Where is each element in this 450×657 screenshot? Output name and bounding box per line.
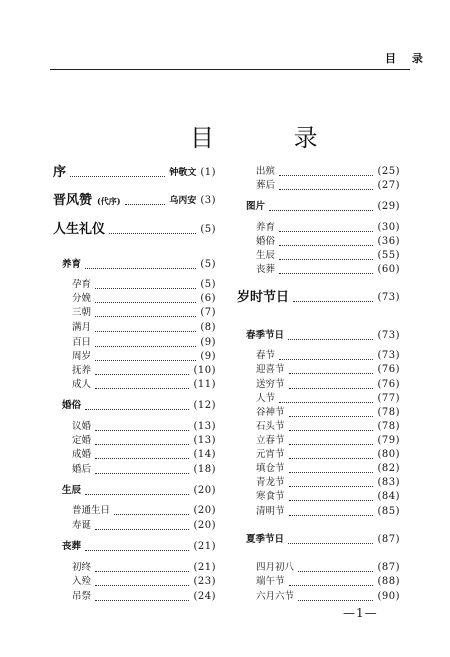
dot-leader: [279, 231, 373, 232]
dot-leader: [95, 473, 189, 474]
toc-entry-title: 元宵节: [256, 449, 285, 460]
toc-entry: [53, 398, 216, 414]
dot-leader: [95, 388, 189, 389]
toc-entry-page: (36): [377, 236, 400, 247]
toc-entry-title: 图片: [246, 201, 266, 212]
toc-entry: [237, 489, 400, 505]
toc-entry-page: (90): [377, 591, 400, 602]
toc-entry-title: 寒食节: [256, 491, 285, 502]
toc-entry-title: 婚后: [72, 464, 92, 475]
toc-entry-page: (21): [193, 541, 216, 552]
toc-entry: [237, 262, 400, 278]
toc-entry-title: 满月: [72, 322, 92, 333]
toc-entry-title: 初终: [72, 562, 92, 573]
toc-entry-title: 葬后: [256, 180, 276, 191]
toc-entry: [237, 290, 400, 306]
toc-entry-page: (12): [193, 400, 216, 411]
toc-entry-title: 石头节: [256, 421, 285, 432]
toc-entry-page: (10): [193, 365, 216, 376]
dot-leader: [95, 430, 189, 431]
dot-leader: [95, 331, 196, 332]
toc-entry-title: 春季节日: [246, 330, 285, 341]
dot-leader: [95, 316, 196, 317]
dot-leader: [95, 288, 196, 289]
toc-entry-page: (23): [193, 576, 216, 587]
toc-entry: [237, 574, 400, 590]
toc-entry: [53, 165, 216, 181]
toc-entry-page: (27): [377, 180, 400, 191]
toc-entry: [53, 222, 216, 238]
dot-leader: [288, 339, 373, 340]
toc-entry: [53, 574, 216, 590]
dot-leader: [289, 472, 374, 473]
toc-entry-title: 入殓: [72, 576, 92, 587]
toc-entry-title: 序: [53, 165, 67, 180]
toc-entry-page: (30): [377, 222, 400, 233]
dot-leader: [70, 176, 165, 177]
dot-leader: [279, 189, 373, 190]
dot-leader: [95, 302, 196, 303]
toc-entry-page: (55): [377, 250, 400, 261]
toc-entry-page: (80): [377, 449, 400, 460]
dot-leader: [279, 245, 373, 246]
dot-leader: [125, 204, 166, 205]
toc-entry-page: (87): [377, 534, 400, 545]
dot-leader: [95, 585, 189, 586]
dot-leader: [289, 515, 374, 516]
toc-entry: [53, 589, 216, 605]
toc-entry-title: 孕育: [72, 279, 92, 290]
toc-entry-page: (13): [193, 421, 216, 432]
toc-entry-page: (13): [193, 435, 216, 446]
dot-leader: [85, 494, 189, 495]
toc-entry-page: (20): [193, 485, 216, 496]
toc-entry-title: 定婚: [72, 435, 92, 446]
toc-entry-page: (29): [377, 201, 400, 212]
toc-entry-title: 吊祭: [72, 591, 92, 602]
dot-leader: [298, 571, 373, 572]
dot-leader: [289, 416, 374, 417]
dot-leader: [109, 233, 196, 234]
toc-entry-page: (60): [377, 264, 400, 275]
toc-entry-title: 迎喜节: [256, 364, 285, 375]
toc-entry-title: 六月六节: [256, 591, 295, 602]
dot-leader: [293, 301, 373, 302]
toc-entry-title: 送穷节: [256, 379, 285, 390]
toc-entry-title: 出殡: [256, 166, 276, 177]
dot-leader: [95, 600, 189, 601]
toc-entry-title: 百日: [72, 337, 92, 348]
toc-entry-page: (24): [193, 591, 216, 602]
toc-entry-title: 人生礼仪: [53, 222, 106, 237]
toc-entry-page: (87): [377, 562, 400, 573]
dot-leader: [289, 388, 374, 389]
toc-entry-title: 人节: [256, 393, 276, 404]
dot-leader: [288, 543, 373, 544]
toc-entry-page: (76): [377, 379, 400, 390]
toc-entry-page: (1): [200, 167, 216, 178]
toc-entry-page: (18): [193, 464, 216, 475]
dot-leader: [298, 600, 373, 601]
toc-entry: [53, 193, 216, 209]
toc-entry: [237, 328, 400, 344]
toc-entry-page: (7): [200, 307, 216, 318]
dot-leader: [289, 373, 374, 374]
toc-entry: [53, 447, 216, 463]
toc-entry: [237, 532, 400, 548]
dot-leader: [95, 346, 196, 347]
dot-leader: [85, 409, 189, 410]
toc-entry-title: 分娩: [72, 293, 92, 304]
dot-leader: [289, 458, 374, 459]
toc-entry: [53, 377, 216, 393]
toc-entry-page: (9): [200, 337, 216, 348]
toc-entry-title: 夏季节日: [246, 534, 285, 545]
toc-entry-page: (6): [200, 293, 216, 304]
dot-leader: [289, 430, 374, 431]
toc-entry-page: (5): [200, 279, 216, 290]
toc-entry-title: 晋风赞: [53, 193, 93, 208]
toc-entry-page: (8): [200, 322, 216, 333]
toc-entry-page: (73): [377, 330, 400, 341]
dot-leader: [279, 273, 373, 274]
toc-entry-page: (73): [377, 292, 400, 303]
dot-leader: [95, 374, 189, 375]
toc-entry-page: (3): [200, 195, 216, 206]
toc-entry: [237, 199, 400, 215]
dot-leader: [279, 359, 373, 360]
toc-entry: [53, 503, 216, 519]
dot-leader: [95, 360, 196, 361]
dot-leader: [95, 571, 189, 572]
toc-entry: [53, 305, 216, 321]
dot-leader: [279, 259, 373, 260]
toc-entry-page: (5): [200, 224, 216, 235]
toc-entry-page: (83): [377, 477, 400, 488]
dot-leader: [269, 210, 373, 211]
dot-leader: [85, 268, 196, 269]
toc-entry: [53, 257, 216, 273]
page-number: —1—: [343, 606, 378, 620]
header-rule: [50, 69, 410, 70]
toc-entry-title: 清明节: [256, 506, 285, 517]
toc-entry-title: 寿诞: [72, 520, 92, 531]
toc-entry-page: (82): [377, 463, 400, 474]
toc-entry-page: (9): [200, 351, 216, 362]
toc-entry: [53, 518, 216, 534]
toc-entry-title: 填仓节: [256, 463, 285, 474]
toc-entry-title: 春节: [256, 350, 276, 361]
toc-entry-page: (73): [377, 350, 400, 361]
toc-entry: [237, 178, 400, 194]
toc-entry-page: (85): [377, 506, 400, 517]
page-title: 目 录: [190, 124, 354, 152]
dot-leader: [279, 402, 373, 403]
toc-entry-note: (代序): [97, 196, 121, 206]
toc-entry-title: 丧葬: [62, 541, 82, 552]
toc-entry-title: 立春节: [256, 435, 285, 446]
dot-leader: [114, 514, 189, 515]
dot-leader: [289, 486, 374, 487]
toc-entry-title: 青龙节: [256, 477, 285, 488]
toc-entry-title: 婚俗: [62, 400, 82, 411]
toc-entry-page: (11): [193, 379, 216, 390]
toc-entry: [237, 504, 400, 520]
toc-entry-title: 议婚: [72, 421, 92, 432]
toc-entry-title: 生辰: [62, 485, 82, 496]
toc-entry-title: 婚俗: [256, 236, 276, 247]
toc-entry-page: (88): [377, 576, 400, 587]
dot-leader: [85, 550, 189, 551]
toc-entry-page: (78): [377, 407, 400, 418]
toc-entry-page: (79): [377, 435, 400, 446]
toc-entry-author: 乌丙安: [169, 196, 197, 206]
toc-entry-title: 成婚: [72, 449, 92, 460]
toc-entry: [53, 462, 216, 478]
toc-entry: [53, 539, 216, 555]
toc-entry-page: (14): [193, 449, 216, 460]
toc-entry-title: 抚养: [72, 365, 92, 376]
toc-entry-title: 普通生日: [72, 505, 111, 516]
toc-entry-page: (5): [200, 259, 216, 270]
toc-entry-page: (21): [193, 562, 216, 573]
dot-leader: [95, 458, 189, 459]
dot-leader: [95, 529, 189, 530]
toc-entry-author: 钟敬文: [169, 168, 197, 178]
dot-leader: [95, 444, 189, 445]
toc-entry-title: 养育: [256, 222, 276, 233]
toc-entry-title: 周岁: [72, 351, 92, 362]
toc-entry-title: 生辰: [256, 250, 276, 261]
toc-entry: [237, 589, 400, 605]
toc-entry: [53, 320, 216, 336]
toc-entry: [237, 362, 400, 378]
toc-entry-page: (77): [377, 393, 400, 404]
toc-entry-title: 丧葬: [256, 264, 276, 275]
toc-entry-page: (76): [377, 364, 400, 375]
toc-entry-title: 三朝: [72, 307, 92, 318]
toc-entry-page: (25): [377, 166, 400, 177]
toc-entry-page: (84): [377, 491, 400, 502]
dot-leader: [279, 175, 373, 176]
running-head: 目 录: [385, 52, 429, 65]
toc-entry-title: 成人: [72, 379, 92, 390]
toc-entry-title: 岁时节日: [237, 290, 290, 305]
toc-entry: [53, 483, 216, 499]
toc-entry-title: 四月初八: [256, 562, 295, 573]
dot-leader: [289, 444, 374, 445]
dot-leader: [289, 585, 374, 586]
toc-entry-page: (78): [377, 421, 400, 432]
toc-entry-title: 端午节: [256, 576, 285, 587]
dot-leader: [289, 500, 374, 501]
toc-entry-title: 谷神节: [256, 407, 285, 418]
toc-entry-page: (20): [193, 505, 216, 516]
toc-entry-title: 养育: [62, 259, 82, 270]
toc-entry-page: (20): [193, 520, 216, 531]
